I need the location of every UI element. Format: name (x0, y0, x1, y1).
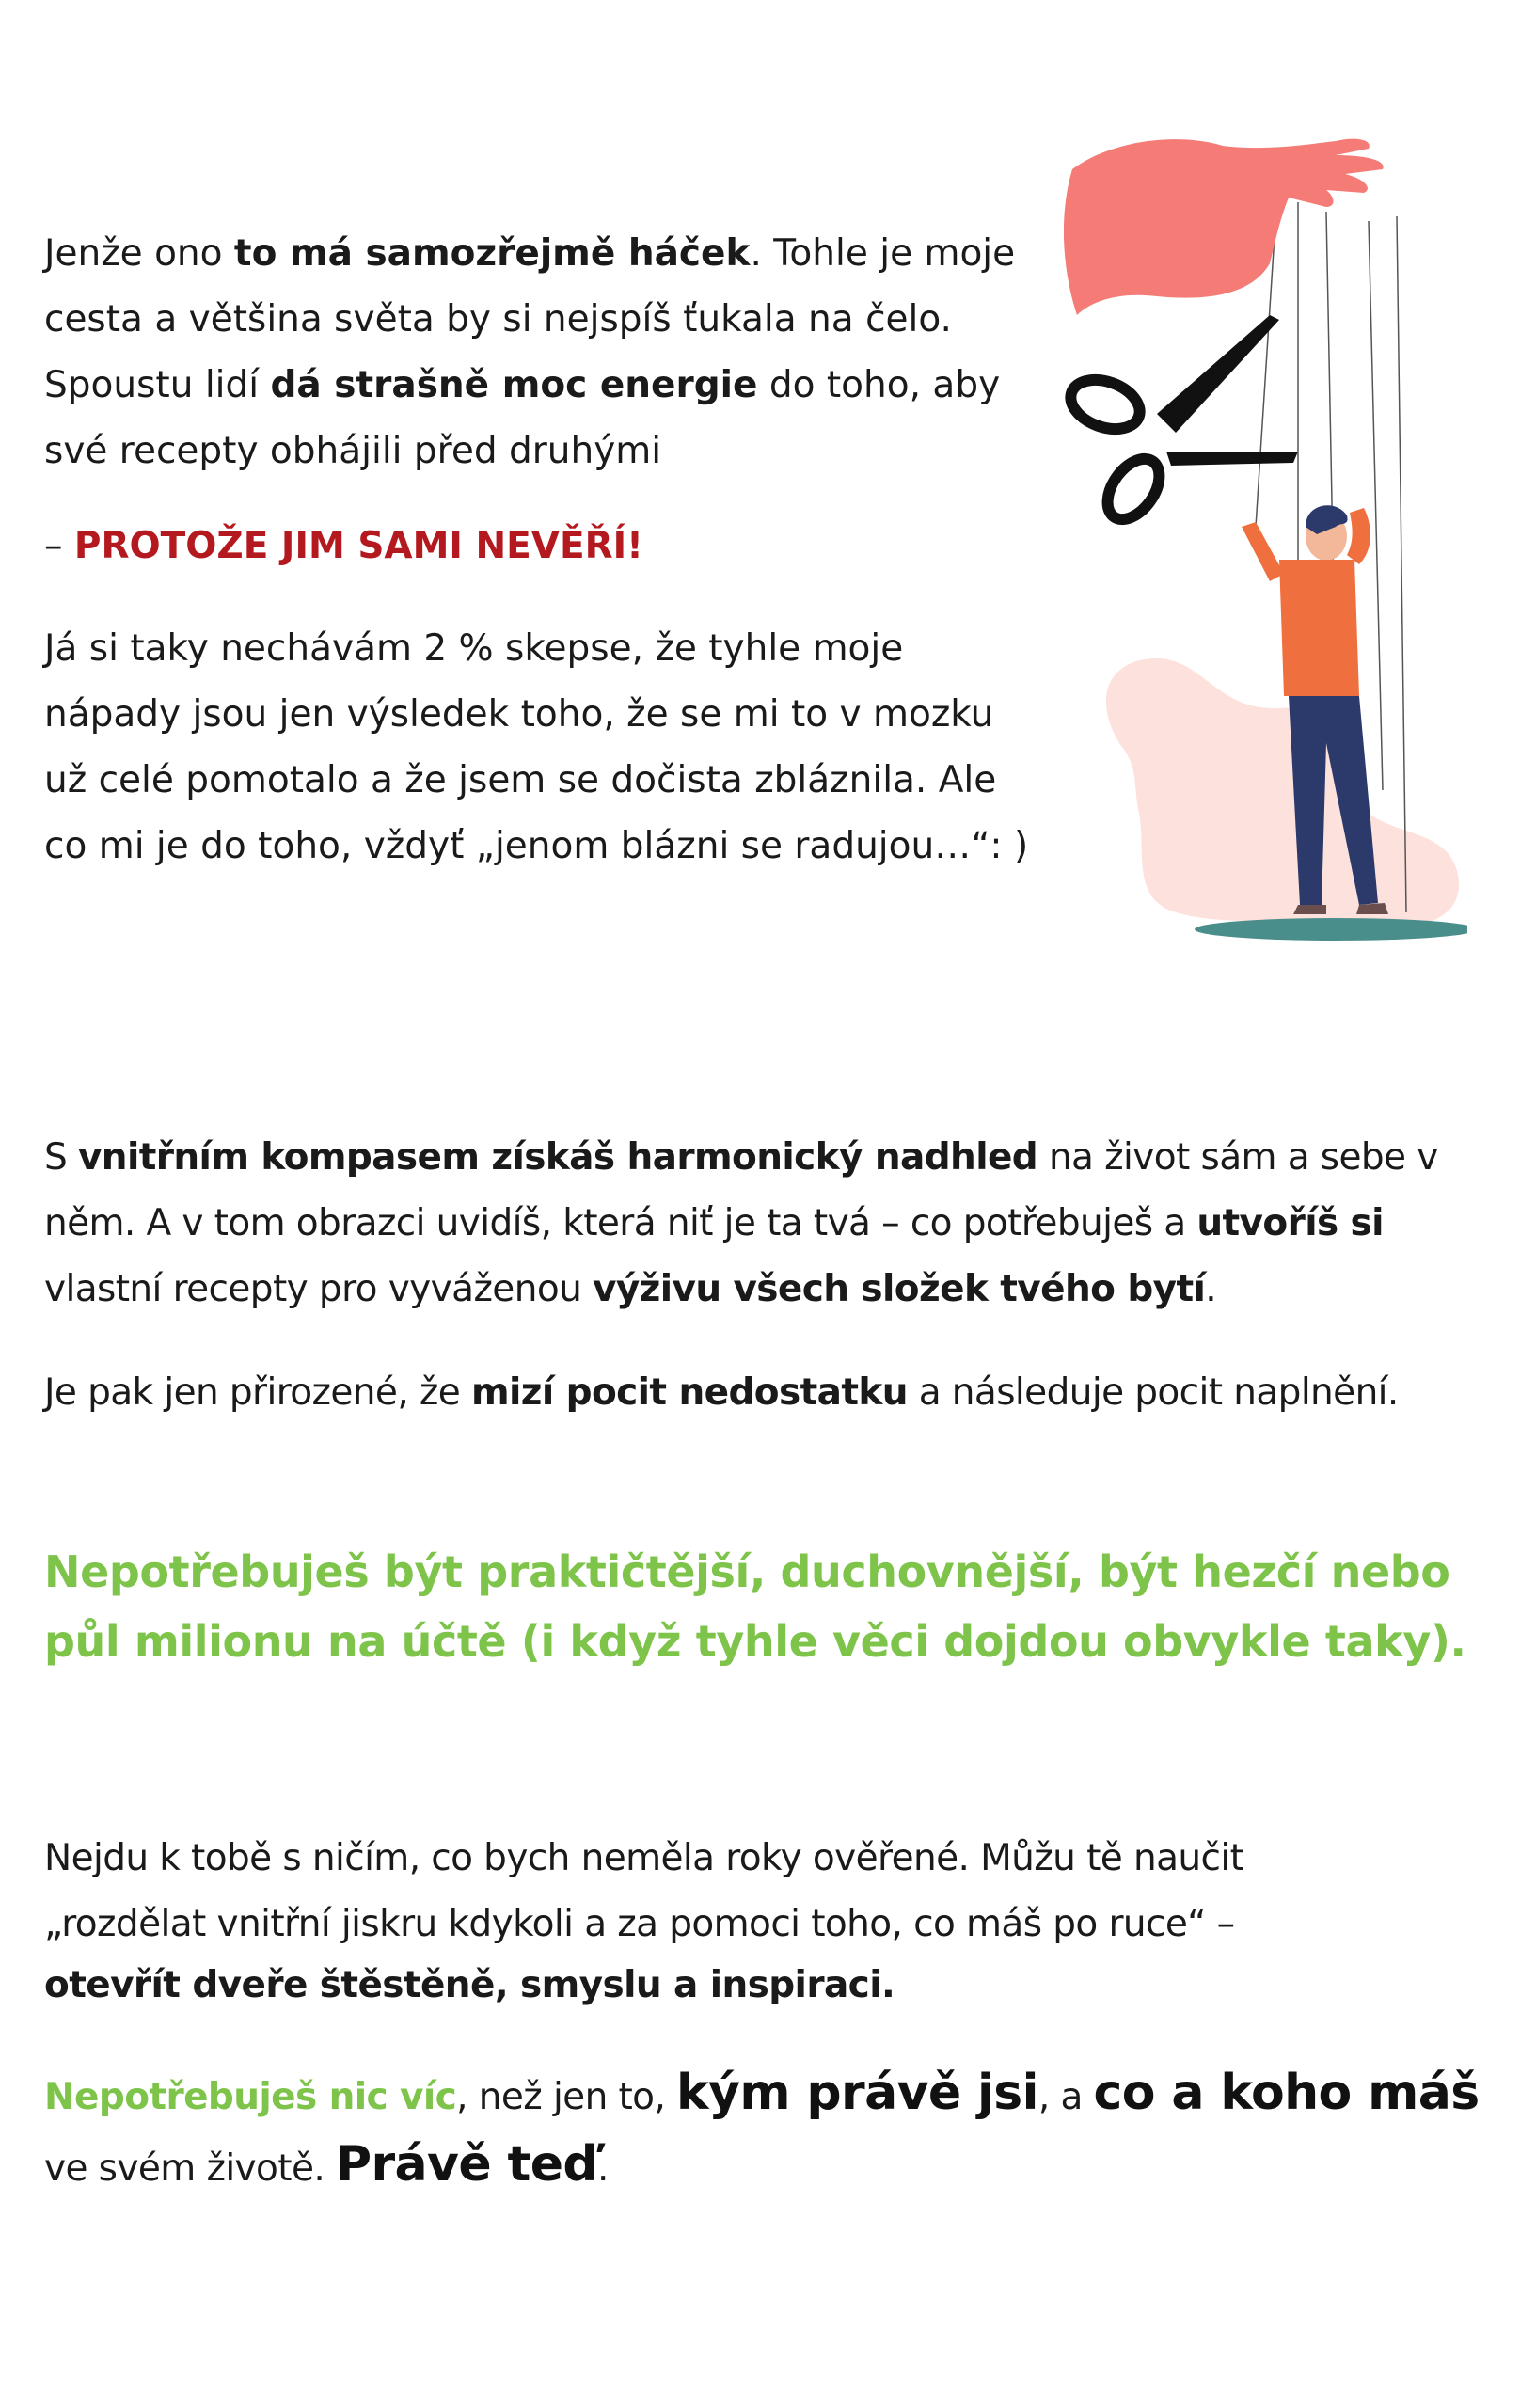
bold-text: dá strašně moc energie (270, 364, 758, 406)
intro-line-1 (44, 221, 1015, 287)
bold-text: mizí pocit nedostatku (470, 1371, 908, 1414)
bold-text: výživu všech složek tvého bytí (593, 1268, 1206, 1310)
bold-text: otevřít dveře štěstěně, smyslu a inspiraci. (44, 1964, 895, 2006)
red-emphasis: PROTOŽE JIM SAMI NEVĚŘÍ! (73, 525, 643, 567)
highlight-line-2: půl milionu na účtě (i když tyhle věci dojdou obvykle taky). (44, 1616, 1466, 1667)
bold-text: vnitřním kompasem získáš harmonický nadhled (77, 1136, 1038, 1179)
big-text: Právě teď (335, 2136, 598, 2193)
text-span: , než jen to, (456, 2076, 677, 2118)
text-span: do toho, aby (757, 364, 1001, 406)
intro-line-2: cesta a většina světa by si nejspíš ťukala na čelo. (44, 298, 952, 341)
compass-line-3 (44, 1257, 1216, 1323)
green-text: Nepotřebuješ nic víc (44, 2076, 457, 2118)
text-span: Jenže ono (44, 232, 234, 275)
skepsis-line-2: nápady jsou jen výsledek toho, že se mi to v mozku (44, 693, 994, 736)
bold-text: utvoříš si (1196, 1202, 1384, 1244)
compass-line-2 (44, 1191, 1384, 1257)
big-text: co a koho máš (1093, 2065, 1480, 2121)
text-span: něm. A v tom obrazci uvidíš, která niť je ta tvá – co potřebuješ a (44, 1202, 1197, 1244)
lack-line (44, 1360, 1399, 1426)
dash: – (44, 525, 74, 567)
intro-line-4: své recepty obhájili před druhými (44, 430, 662, 472)
offer-line-3 (44, 1953, 895, 2019)
big-text: kým právě jsi (676, 2065, 1038, 2121)
skepsis-line-4: co mi je do toho, vždyť „jenom blázni se radujou…“: ) (44, 825, 1029, 867)
puppet-illustration (1053, 132, 1467, 959)
highlight-line-1: Nepotřebuješ být praktičtější, duchovnější, být hezčí nebo (44, 1546, 1450, 1597)
emphasis-line (44, 514, 643, 579)
offer-line-2: „rozdělat vnitřní jiskru kdykoli a za pomoci toho, co máš po ruce“ – (44, 1903, 1235, 1945)
text-span: vlastní recepty pro vyváženou (44, 1268, 593, 1310)
skepsis-line-1: Já si taky nechávám 2 % skepse, že tyhle moje (44, 627, 904, 670)
text-span: . Tohle je moje (750, 232, 1016, 275)
closing-line-2 (44, 2130, 609, 2204)
bold-text: to má samozřejmě háček (233, 232, 751, 275)
text-span: . (1205, 1268, 1217, 1310)
text-span: S (44, 1136, 78, 1179)
text-span: Spoustu lidí (44, 364, 271, 406)
compass-line-1 (44, 1125, 1438, 1191)
text-span: Je pak jen přirozené, že (44, 1371, 471, 1414)
hand (1064, 139, 1384, 315)
highlight-heading (44, 1537, 1466, 1676)
offer-line-1: Nejdu k tobě s ničím, co bych neměla roky ověřené. Můžu tě naučit (44, 1837, 1244, 1879)
text-span: , a (1037, 2076, 1094, 2118)
text-span: . (597, 2147, 609, 2190)
skepsis-line-3: už celé pomotalo a že jsem se dočista zbláznila. Ale (44, 759, 997, 801)
closing-line-1 (44, 2058, 1480, 2132)
text-span: na život sám a sebe v (1037, 1136, 1438, 1179)
floor-shadow (1195, 918, 1467, 941)
text-span: a následuje pocit naplnění. (907, 1371, 1399, 1414)
intro-line-3 (44, 353, 1000, 419)
text-span: ve svém životě. (44, 2147, 336, 2190)
